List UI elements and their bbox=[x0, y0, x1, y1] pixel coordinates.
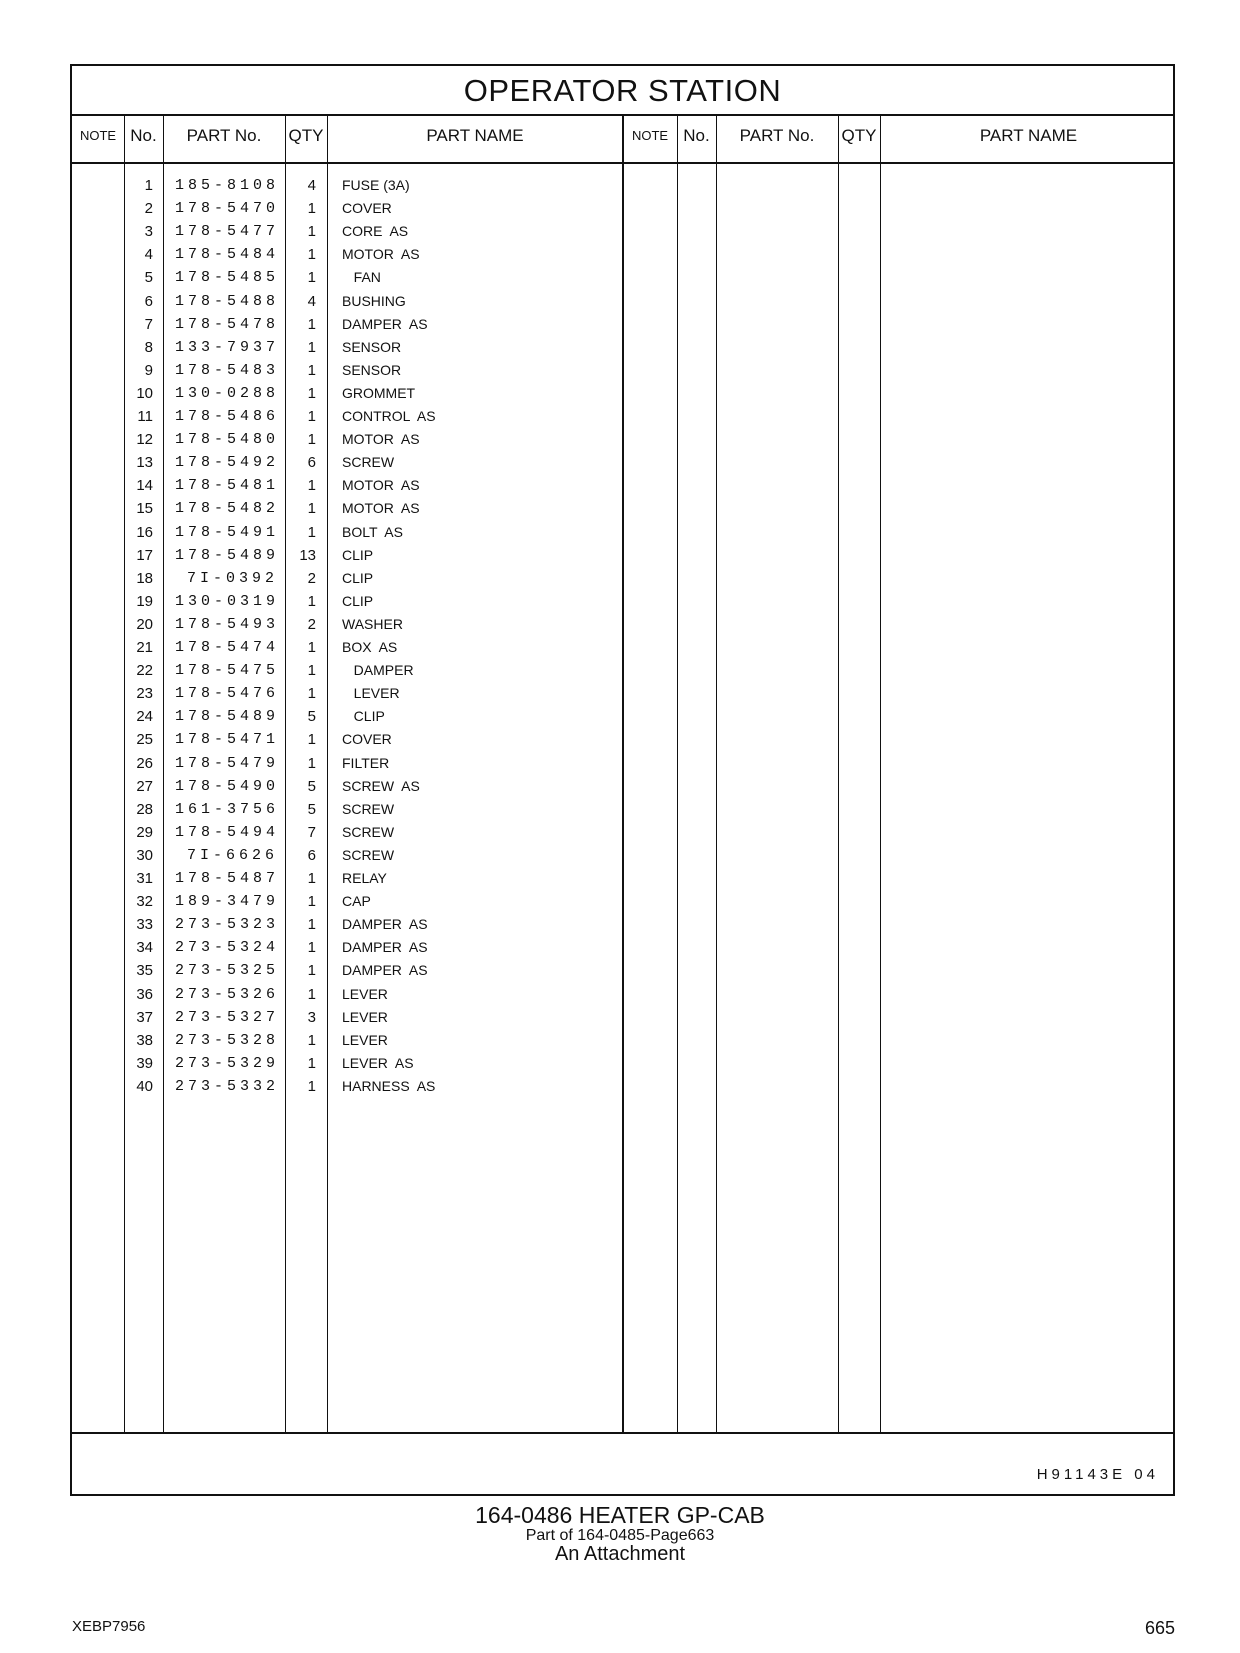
part-name: CLIP bbox=[342, 708, 385, 725]
table-row bbox=[72, 336, 622, 359]
part-number: 178-5482 bbox=[175, 500, 280, 518]
quantity: 7 bbox=[307, 823, 316, 841]
column-divider bbox=[716, 114, 717, 1432]
quantity: 1 bbox=[307, 985, 316, 1003]
quantity: 1 bbox=[307, 592, 316, 610]
column-divider bbox=[622, 114, 624, 1432]
table-row bbox=[72, 682, 622, 705]
part-number: 178-5483 bbox=[175, 361, 280, 379]
table-row bbox=[72, 890, 622, 913]
assembly-reference: Part of 164-0485-Page663 bbox=[525, 1527, 715, 1544]
part-number: 178-5487 bbox=[175, 870, 280, 887]
table-row bbox=[72, 959, 622, 982]
item-number: 1 bbox=[144, 177, 153, 194]
part-name: LEVER bbox=[342, 685, 400, 702]
part-number: 273-5323 bbox=[175, 916, 280, 934]
quantity: 1 bbox=[307, 500, 316, 518]
part-name: LEVER bbox=[342, 1008, 388, 1025]
item-number: 25 bbox=[136, 731, 153, 749]
header-part-name-left: PART NAME bbox=[426, 126, 524, 145]
item-number: 24 bbox=[136, 708, 153, 726]
table-row bbox=[72, 821, 622, 844]
quantity: 1 bbox=[307, 384, 316, 402]
part-name: SENSOR bbox=[342, 338, 402, 355]
quantity: 1 bbox=[307, 361, 316, 379]
quantity: 1 bbox=[307, 523, 316, 541]
item-number: 6 bbox=[144, 292, 153, 310]
item-number: 7 bbox=[144, 315, 153, 333]
table-row bbox=[72, 936, 622, 959]
part-name: DAMPER AS bbox=[342, 916, 428, 933]
part-number: 273-5328 bbox=[175, 1031, 280, 1049]
table-row bbox=[72, 913, 622, 936]
column-divider bbox=[880, 114, 881, 1432]
part-name: MOTOR AS bbox=[342, 431, 420, 448]
part-number: 178-5478 bbox=[175, 315, 280, 333]
quantity: 13 bbox=[299, 546, 316, 564]
part-name: SENSOR bbox=[342, 361, 402, 378]
item-number: 31 bbox=[136, 870, 153, 887]
quantity: 1 bbox=[307, 939, 316, 957]
table-row bbox=[72, 798, 622, 821]
table-row bbox=[72, 174, 622, 197]
part-number: 7I-0392 bbox=[186, 569, 278, 587]
part-name: FAN bbox=[342, 269, 381, 286]
part-name: COVER bbox=[342, 200, 392, 217]
table-row bbox=[72, 705, 622, 728]
part-number: 178-5489 bbox=[175, 708, 280, 726]
part-name: CLIP bbox=[342, 569, 374, 586]
quantity: 4 bbox=[307, 292, 316, 310]
quantity: 2 bbox=[307, 569, 316, 587]
part-number: 273-5326 bbox=[175, 985, 280, 1003]
header-no-left: No. bbox=[130, 126, 157, 145]
item-number: 35 bbox=[136, 962, 153, 980]
part-name: MOTOR AS bbox=[342, 246, 420, 263]
item-number: 12 bbox=[136, 431, 153, 449]
part-name: CAP bbox=[342, 893, 371, 910]
table-row bbox=[72, 659, 622, 682]
header-qty-right: QTY bbox=[841, 126, 877, 145]
item-number: 8 bbox=[144, 338, 153, 356]
item-number: 30 bbox=[136, 846, 153, 864]
part-name: DAMPER bbox=[342, 662, 414, 679]
part-name: MOTOR AS bbox=[342, 500, 420, 517]
item-number: 17 bbox=[136, 546, 153, 564]
header-part-name-right: PART NAME bbox=[979, 126, 1078, 145]
table-row bbox=[72, 290, 622, 313]
item-number: 22 bbox=[136, 662, 153, 680]
table-row bbox=[72, 359, 622, 382]
table-row bbox=[72, 1029, 622, 1052]
table-row bbox=[72, 313, 622, 336]
page-title: OPERATOR STATION bbox=[72, 66, 1173, 116]
item-number: 40 bbox=[136, 1077, 153, 1095]
table-row bbox=[72, 451, 622, 474]
quantity: 6 bbox=[307, 846, 316, 864]
item-number: 21 bbox=[136, 639, 153, 656]
item-number: 28 bbox=[136, 800, 153, 818]
part-name: LEVER AS bbox=[342, 1054, 414, 1071]
quantity: 1 bbox=[307, 662, 316, 680]
assembly-subtitle: An Attachment bbox=[554, 1543, 686, 1565]
part-name: COVER bbox=[342, 731, 392, 748]
drawing-code: H91143E 04 bbox=[1036, 1466, 1159, 1483]
part-name: CLIP bbox=[342, 592, 374, 609]
part-number: 178-5470 bbox=[175, 200, 280, 218]
part-name: DAMPER AS bbox=[342, 939, 428, 956]
assembly-title: 164-0486 HEATER GP-CAB bbox=[475, 1502, 765, 1528]
document-number: XEBP7956 bbox=[72, 1618, 146, 1635]
header-qty-left: QTY bbox=[288, 126, 324, 145]
quantity: 1 bbox=[307, 269, 316, 287]
part-name: GROMMET bbox=[342, 384, 416, 401]
header-note-left: NOTE bbox=[79, 128, 117, 143]
quantity: 4 bbox=[307, 177, 316, 194]
table-row bbox=[72, 867, 622, 890]
item-number: 38 bbox=[136, 1031, 153, 1049]
table-row bbox=[72, 1075, 622, 1098]
quantity: 5 bbox=[307, 708, 316, 726]
header-no-right: No. bbox=[683, 126, 710, 145]
part-number: 185-8108 bbox=[175, 177, 280, 194]
part-name: BOX AS bbox=[342, 639, 398, 655]
quantity: 6 bbox=[307, 454, 316, 472]
part-number: 7I-6626 bbox=[186, 846, 278, 864]
part-number: 178-5477 bbox=[175, 223, 280, 241]
quantity: 5 bbox=[307, 800, 316, 818]
quantity: 1 bbox=[307, 200, 316, 218]
quantity: 1 bbox=[307, 754, 316, 772]
part-number: 178-5485 bbox=[175, 269, 280, 287]
quantity: 1 bbox=[307, 431, 316, 449]
part-name: DAMPER AS bbox=[342, 315, 428, 332]
item-number: 14 bbox=[136, 477, 153, 495]
item-number: 9 bbox=[144, 361, 153, 379]
table-row bbox=[72, 567, 622, 590]
item-number: 5 bbox=[144, 269, 153, 287]
part-name: CLIP bbox=[342, 546, 374, 563]
item-number: 13 bbox=[136, 454, 153, 472]
item-number: 18 bbox=[136, 569, 153, 587]
item-number: 11 bbox=[137, 408, 153, 425]
table-row bbox=[72, 728, 622, 751]
quantity: 1 bbox=[307, 408, 316, 425]
part-name: SCREW bbox=[342, 454, 395, 471]
quantity: 1 bbox=[307, 477, 316, 495]
part-name: SCREW bbox=[342, 846, 395, 863]
item-number: 32 bbox=[136, 893, 153, 911]
part-name: MOTOR AS bbox=[342, 477, 420, 494]
part-number: 178-5484 bbox=[175, 246, 280, 264]
item-number: 39 bbox=[136, 1054, 153, 1072]
table-row bbox=[72, 775, 622, 798]
parts-list-frame bbox=[70, 64, 1175, 1496]
part-number: 178-5480 bbox=[175, 431, 280, 449]
table-row bbox=[72, 382, 622, 405]
table-row bbox=[72, 844, 622, 867]
item-number: 27 bbox=[136, 777, 153, 795]
quantity: 1 bbox=[307, 338, 316, 356]
quantity: 1 bbox=[307, 870, 316, 887]
item-number: 4 bbox=[144, 246, 153, 264]
part-name: RELAY bbox=[342, 870, 387, 886]
item-number: 10 bbox=[136, 384, 153, 402]
part-number: 273-5324 bbox=[175, 939, 280, 957]
part-number: 178-5481 bbox=[175, 477, 280, 495]
item-number: 26 bbox=[136, 754, 153, 772]
table-row bbox=[72, 243, 622, 266]
part-number: 130-0319 bbox=[175, 592, 280, 610]
table-row bbox=[72, 405, 622, 428]
header-part-no-left: PART No. bbox=[186, 126, 262, 145]
part-number: 178-5476 bbox=[175, 685, 280, 703]
part-name: DAMPER AS bbox=[342, 962, 428, 979]
part-number: 189-3479 bbox=[175, 893, 280, 911]
table-row bbox=[72, 1006, 622, 1029]
table-row bbox=[72, 613, 622, 636]
table-bottom-rule bbox=[72, 1432, 1173, 1434]
quantity: 1 bbox=[307, 1077, 316, 1095]
part-name: HARNESS AS bbox=[342, 1077, 436, 1094]
item-number: 37 bbox=[136, 1008, 153, 1026]
table-row bbox=[72, 266, 622, 289]
part-name: FUSE (3A) bbox=[342, 177, 410, 193]
part-name: WASHER bbox=[342, 615, 403, 632]
table-row bbox=[72, 428, 622, 451]
part-number: 178-5471 bbox=[175, 731, 280, 749]
part-number: 273-5327 bbox=[175, 1008, 280, 1026]
item-number: 29 bbox=[136, 823, 153, 841]
item-number: 15 bbox=[136, 500, 153, 518]
table-row bbox=[72, 497, 622, 520]
part-name: SCREW AS bbox=[342, 777, 420, 794]
table-row bbox=[72, 521, 622, 544]
column-divider bbox=[838, 114, 839, 1432]
quantity: 1 bbox=[307, 315, 316, 333]
quantity: 3 bbox=[307, 1008, 316, 1026]
part-name: BUSHING bbox=[342, 292, 406, 309]
part-number: 178-5492 bbox=[175, 454, 280, 472]
table-row bbox=[72, 544, 622, 567]
part-number: 178-5490 bbox=[175, 777, 280, 795]
table-row bbox=[72, 752, 622, 775]
column-divider bbox=[677, 114, 678, 1432]
part-name: CORE AS bbox=[342, 223, 409, 240]
part-name: LEVER bbox=[342, 1031, 388, 1048]
part-number: 273-5325 bbox=[175, 962, 280, 980]
table-row bbox=[72, 636, 622, 659]
item-number: 33 bbox=[136, 916, 153, 934]
part-number: 178-5489 bbox=[175, 546, 280, 564]
table-row bbox=[72, 983, 622, 1006]
quantity: 1 bbox=[307, 893, 316, 911]
item-number: 23 bbox=[136, 685, 153, 703]
quantity: 2 bbox=[307, 615, 316, 633]
table-row bbox=[72, 1052, 622, 1075]
part-number: 178-5475 bbox=[175, 662, 280, 680]
item-number: 36 bbox=[136, 985, 153, 1003]
part-name: LEVER bbox=[342, 985, 388, 1002]
quantity: 5 bbox=[307, 777, 316, 795]
part-number: 130-0288 bbox=[175, 384, 280, 402]
part-number: 178-5493 bbox=[175, 615, 280, 633]
table-row bbox=[72, 474, 622, 497]
quantity: 1 bbox=[307, 1054, 316, 1072]
quantity: 1 bbox=[307, 685, 316, 703]
table-row bbox=[72, 220, 622, 243]
quantity: 1 bbox=[307, 1031, 316, 1049]
item-number: 3 bbox=[144, 223, 153, 241]
part-number: 178-5491 bbox=[175, 523, 280, 541]
part-name: SCREW bbox=[342, 823, 395, 840]
item-number: 2 bbox=[144, 200, 153, 218]
part-name: SCREW bbox=[342, 800, 395, 817]
quantity: 1 bbox=[307, 962, 316, 980]
item-number: 34 bbox=[136, 939, 153, 957]
part-name: CONTROL AS bbox=[342, 408, 436, 424]
part-number: 273-5332 bbox=[175, 1077, 280, 1095]
quantity: 1 bbox=[307, 223, 316, 241]
part-name: FILTER bbox=[342, 754, 390, 771]
part-number: 133-7937 bbox=[175, 338, 280, 356]
item-number: 20 bbox=[136, 615, 153, 633]
part-number: 161-3756 bbox=[175, 800, 280, 818]
item-number: 19 bbox=[136, 592, 153, 610]
part-number: 178-5488 bbox=[175, 292, 280, 310]
table-row bbox=[72, 590, 622, 613]
header-note-right: NOTE bbox=[631, 128, 669, 143]
part-number: 178-5494 bbox=[175, 823, 280, 841]
quantity: 1 bbox=[307, 246, 316, 264]
part-number: 273-5329 bbox=[175, 1054, 280, 1072]
quantity: 1 bbox=[307, 916, 316, 934]
part-number: 178-5474 bbox=[175, 639, 280, 656]
item-number: 16 bbox=[136, 523, 153, 541]
quantity: 1 bbox=[307, 639, 316, 656]
header-part-no-right: PART No. bbox=[739, 126, 815, 145]
table-row bbox=[72, 197, 622, 220]
quantity: 1 bbox=[307, 731, 316, 749]
part-number: 178-5479 bbox=[175, 754, 280, 772]
page-number: 665 bbox=[1145, 1618, 1176, 1638]
part-name: BOLT AS bbox=[342, 523, 403, 540]
part-number: 178-5486 bbox=[175, 408, 280, 425]
